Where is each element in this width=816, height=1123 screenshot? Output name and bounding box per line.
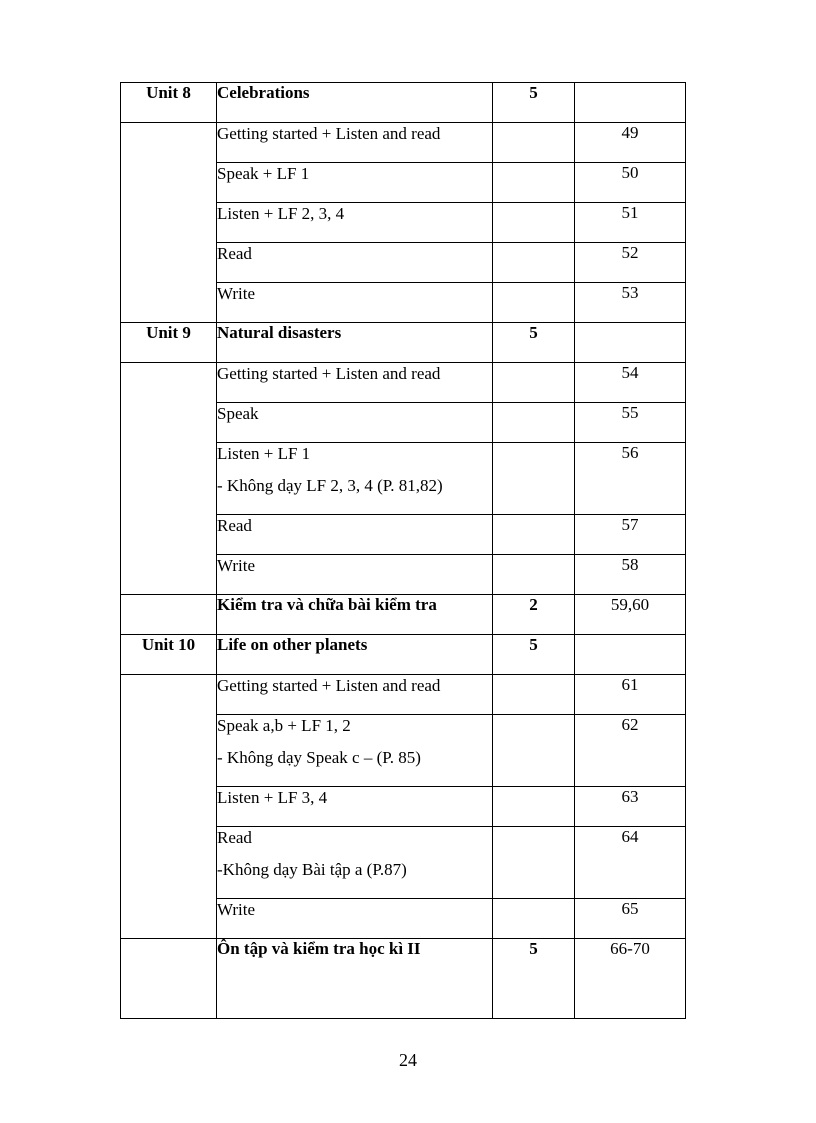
unit-title: Celebrations (217, 83, 493, 123)
lesson-note: - Không dạy LF 2, 3, 4 (P. 81,82) (217, 476, 443, 495)
lesson-text: Speak a,b + LF 1, 2 (217, 716, 351, 735)
lesson-text: Read (217, 244, 252, 263)
lesson-hours-cell (493, 827, 575, 899)
lesson-note: - Không dạy Speak c – (P. 85) (217, 748, 421, 767)
unit-hours: 5 (493, 83, 575, 123)
lesson-period: 49 (575, 123, 686, 163)
unit-label (121, 595, 217, 635)
lesson-text: Getting started + Listen and read (217, 676, 441, 695)
lesson-text: Getting started + Listen and read (217, 364, 441, 383)
lesson-cell (217, 787, 493, 827)
lesson-period: 61 (575, 675, 686, 715)
lesson-cell (217, 899, 493, 939)
lesson-cell (217, 555, 493, 595)
lesson-text: Getting started + Listen and read (217, 124, 441, 143)
unit-blank-cell (121, 123, 217, 323)
unit-title: Natural disasters (217, 323, 493, 363)
lesson-period: 58 (575, 555, 686, 595)
unit-title: Kiểm tra và chữa bài kiểm tra (217, 595, 493, 635)
lesson-cell (217, 715, 493, 787)
lesson-cell (217, 203, 493, 243)
lesson-hours-cell (493, 515, 575, 555)
lesson-text: Listen + LF 2, 3, 4 (217, 204, 345, 223)
lesson-row (121, 675, 686, 715)
page-number: 24 (399, 1050, 417, 1070)
lesson-text: Speak + LF 1 (217, 164, 310, 183)
lesson-period: 51 (575, 203, 686, 243)
lesson-period: 57 (575, 515, 686, 555)
lesson-cell (217, 515, 493, 555)
unit-label: Unit 9 (121, 323, 217, 363)
lesson-cell (217, 363, 493, 403)
lesson-cell (217, 827, 493, 899)
unit-hours: 5 (493, 323, 575, 363)
lesson-period: 50 (575, 163, 686, 203)
lesson-cell (217, 163, 493, 203)
lesson-note: -Không dạy Bài tập a (P.87) (217, 860, 407, 879)
lesson-text: Listen + LF 3, 4 (217, 788, 328, 807)
lesson-period: 55 (575, 403, 686, 443)
unit-period (575, 83, 686, 123)
unit-period (575, 635, 686, 675)
lesson-hours-cell (493, 443, 575, 515)
unit-period: 59,60 (575, 595, 686, 635)
unit-hours: 5 (493, 939, 575, 1019)
lesson-hours-cell (493, 715, 575, 787)
unit-label: Unit 10 (121, 635, 217, 675)
lesson-text: Speak (217, 404, 259, 423)
unit-header-row (121, 595, 686, 635)
lesson-period: 64 (575, 827, 686, 899)
unit-period: 66-70 (575, 939, 686, 1019)
lesson-text: Write (217, 284, 256, 303)
lesson-hours-cell (493, 403, 575, 443)
unit-label (121, 939, 217, 1019)
lesson-text: Write (217, 556, 256, 575)
unit-blank-cell (121, 363, 217, 595)
lesson-hours-cell (493, 123, 575, 163)
unit-label: Unit 8 (121, 83, 217, 123)
lesson-cell (217, 403, 493, 443)
lesson-row (121, 363, 686, 403)
lesson-period: 63 (575, 787, 686, 827)
lesson-hours-cell (493, 243, 575, 283)
lesson-period: 65 (575, 899, 686, 939)
lesson-period: 62 (575, 715, 686, 787)
unit-period (575, 323, 686, 363)
unit-header-row (121, 83, 686, 123)
unit-title: Life on other planets (217, 635, 493, 675)
lesson-text: Read (217, 828, 252, 847)
lesson-text: Read (217, 516, 252, 535)
lesson-cell (217, 123, 493, 163)
unit-hours: 2 (493, 595, 575, 635)
lesson-text: Listen + LF 1 (217, 444, 311, 463)
lesson-cell (217, 443, 493, 515)
lesson-period: 56 (575, 443, 686, 515)
lesson-hours-cell (493, 899, 575, 939)
lesson-row (121, 123, 686, 163)
lesson-hours-cell (493, 675, 575, 715)
unit-header-row (121, 939, 686, 1019)
lesson-cell (217, 283, 493, 323)
lesson-cell (217, 243, 493, 283)
unit-title: Ôn tập và kiểm tra học kì II (217, 939, 493, 1019)
lesson-text: Write (217, 900, 256, 919)
unit-header-row (121, 323, 686, 363)
unit-header-row (121, 635, 686, 675)
lesson-cell (217, 675, 493, 715)
lesson-period: 53 (575, 283, 686, 323)
lesson-hours-cell (493, 555, 575, 595)
lesson-hours-cell (493, 283, 575, 323)
lesson-period: 52 (575, 243, 686, 283)
unit-hours: 5 (493, 635, 575, 675)
lesson-hours-cell (493, 787, 575, 827)
lesson-hours-cell (493, 163, 575, 203)
lesson-hours-cell (493, 203, 575, 243)
lesson-period: 54 (575, 363, 686, 403)
curriculum-table (120, 82, 686, 1019)
unit-blank-cell (121, 675, 217, 939)
lesson-hours-cell (493, 363, 575, 403)
